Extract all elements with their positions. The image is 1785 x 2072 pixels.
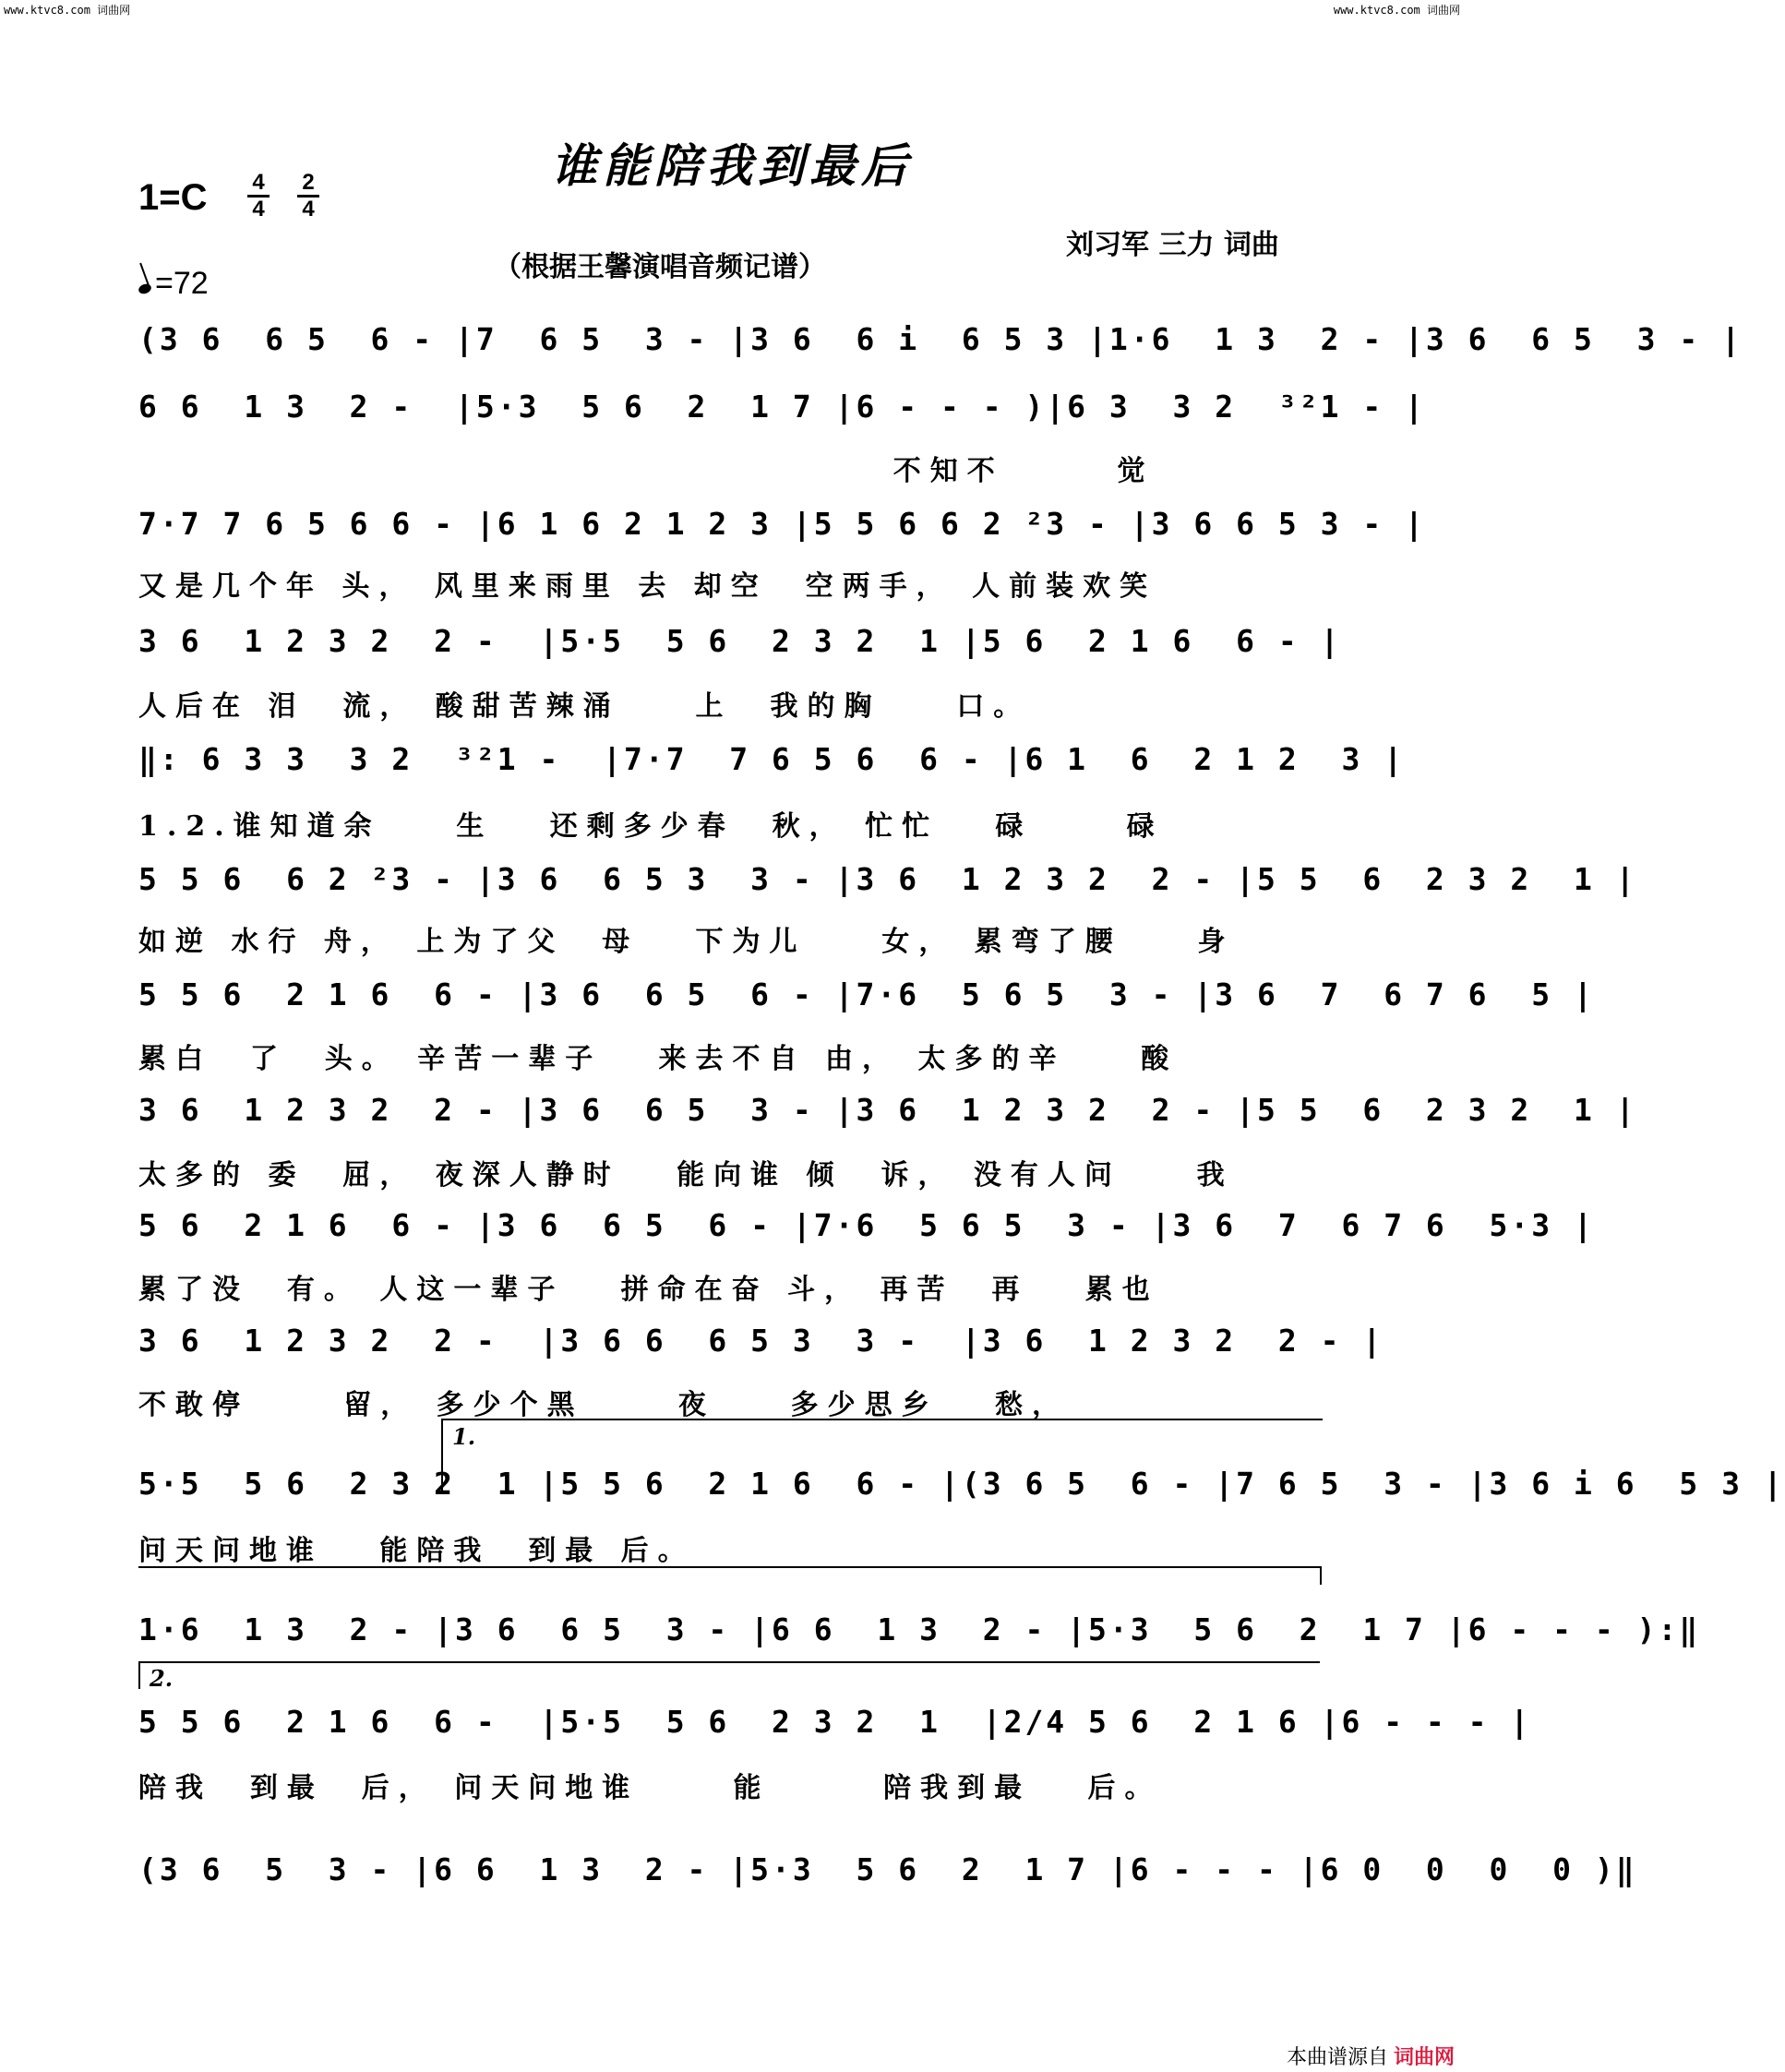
song-title: 谁能陪我到最后 <box>551 138 913 193</box>
volta-2-label: 2. <box>150 1665 174 1692</box>
score-line-10-lyrics: 不敢停 留， 多少个黑 夜 多少思乡 愁， <box>138 1389 1069 1421</box>
time-signature-1 <box>247 172 270 221</box>
volta-1-line <box>441 1419 1323 1420</box>
time-signature-1-bottom: 4 <box>252 197 265 222</box>
volta-1-continuation-line <box>138 1566 1320 1568</box>
score-line-13-lyrics: 陪我 到最 后， 问天问地谁 能 陪我到最 后。 <box>138 1772 1162 1804</box>
score-line-4-notes: 3 6 1 2 3 2 2 - |5·5 5 6 2 3 2 1 |5 6 2 1 6 6 - | <box>138 623 1342 659</box>
score-line-4-lyrics: 人后在 泪 流， 酸甜苦辣涌 上 我的胸 口。 <box>138 690 1031 723</box>
time-signature-2-top: 2 <box>302 170 315 195</box>
volta-2-bracket <box>138 1661 140 1689</box>
volta-1-continuation-end <box>1320 1566 1322 1585</box>
header-url-left: www.ktvc8.com 词曲网 <box>4 4 131 17</box>
tempo-value: =72 <box>155 266 209 301</box>
score-line-7-lyrics: 累白 了 头。 辛苦一辈子 来去不自 由， 太多的辛 酸 <box>138 1043 1179 1075</box>
score-line-7-notes: 5 5 6 2 1 6 6 - |3 6 6 5 6 - |7·6 5 6 5 3 - |3 6 7 6 7 6 5 | <box>138 976 1595 1012</box>
score-line-5-notes: ‖: 6 3 3 3 2 ³²1 - |7·7 7 6 5 6 6 - |6 1 6 2 1 2 3 | <box>138 741 1406 777</box>
score-line-3-lyrics: 又是几个年 头， 风里来雨里 去 却空 空两手， 人前装欢笑 <box>138 570 1157 603</box>
score-line-13-notes: 5 5 6 2 1 6 6 - |5·5 5 6 2 3 2 1 |2/4 5 6 2 1 6 |6 - - - | <box>138 1704 1532 1740</box>
score-line-9-lyrics: 累了没 有。 人这一辈子 拼命在奋 斗， 再苦 再 累也 <box>138 1274 1159 1306</box>
score-line-8-notes: 3 6 1 2 3 2 2 - |3 6 6 5 3 - |3 6 1 2 3 2 2 - |5 5 6 2 3 2 1 | <box>138 1092 1637 1128</box>
score-line-10-notes: 3 6 1 2 3 2 2 - |3 6 6 6 5 3 3 - |3 6 1 2 3 2 2 - | <box>138 1323 1384 1359</box>
time-signature-2 <box>297 172 319 221</box>
score-line-14-notes: (3 6 5 3 - |6 6 1 3 2 - |5·3 5 6 2 1 7 |6 - - - |6 0 0 0 0 )‖ <box>138 1851 1637 1887</box>
score-line-9-notes: 5 6 2 1 6 6 - |3 6 6 5 6 - |7·6 5 6 5 3 - |3 6 7 6 7 6 5·3 | <box>138 1207 1595 1243</box>
tempo-marking <box>138 266 209 302</box>
score-line-11-notes: 5·5 5 6 2 3 2 1 |5 5 6 2 1 6 6 - |(3 6 5 6 - |7 6 5 3 - |3 6 i 6 5 3 | <box>138 1466 1785 1502</box>
score-line-5-lyrics: 1.2.谁知道余 生 还剩多少春 秋， 忙忙 碌 碌 <box>138 810 1164 843</box>
key-signature: 1=C <box>138 177 208 218</box>
score-line-3-notes: 7·7 7 6 5 6 6 - |6 1 6 2 1 2 3 |5 5 6 6 2 ²3 - |3 6 6 5 3 - | <box>138 506 1426 542</box>
volta-1-label: 1. <box>452 1423 476 1450</box>
quarter-note-icon <box>138 282 153 295</box>
score-line-11-lyrics: 问天问地谁 能陪我 到最 后。 <box>138 1535 695 1567</box>
footer-brand-logo[interactable]: 词曲网 <box>1393 2046 1455 2069</box>
footer-source <box>1287 2042 1455 2070</box>
header-url-right: www.ktvc8.com 词曲网 <box>1333 4 1460 17</box>
score-line-12-notes: 1·6 1 3 2 - |3 6 6 5 3 - |6 6 1 3 2 - |5·3 5 6 2 1 7 |6 - - - ):‖ <box>138 1611 1701 1647</box>
score-line-6-notes: 5 5 6 6 2 ²3 - |3 6 6 5 3 3 - |3 6 1 2 3 2 2 - |5 5 6 2 3 2 1 | <box>138 861 1637 897</box>
subtitle: （根据王馨演唱音频记谱） <box>494 251 826 283</box>
score-line-6-lyrics: 如逆 水行 舟， 上为了父 母 下为儿 女， 累弯了腰 身 <box>138 926 1235 958</box>
score-line-1-notes: (3 6 6 5 6 - |7 6 5 3 - |3 6 6 i 6 5 3 |1·6 1 3 2 - |3 6 6 5 3 - | <box>138 321 1743 357</box>
footer-source-label: 本曲谱源自 <box>1286 2046 1388 2069</box>
score-line-8-lyrics: 太多的 委 屈， 夜深人静时 能向谁 倾 诉， 没有人问 我 <box>138 1159 1234 1192</box>
authors: 刘习军 三力 词曲 <box>1066 229 1279 261</box>
score-line-2-lyrics: 不知不 觉 <box>138 455 1155 487</box>
score-line-2-notes: 6 6 1 3 2 - |5·3 5 6 2 1 7 |6 - - - )|6 3 3 2 ³²1 - | <box>138 389 1426 425</box>
time-signature-1-top: 4 <box>252 170 265 195</box>
volta-2-line <box>138 1661 1320 1663</box>
time-signature-2-bottom: 4 <box>302 197 315 222</box>
